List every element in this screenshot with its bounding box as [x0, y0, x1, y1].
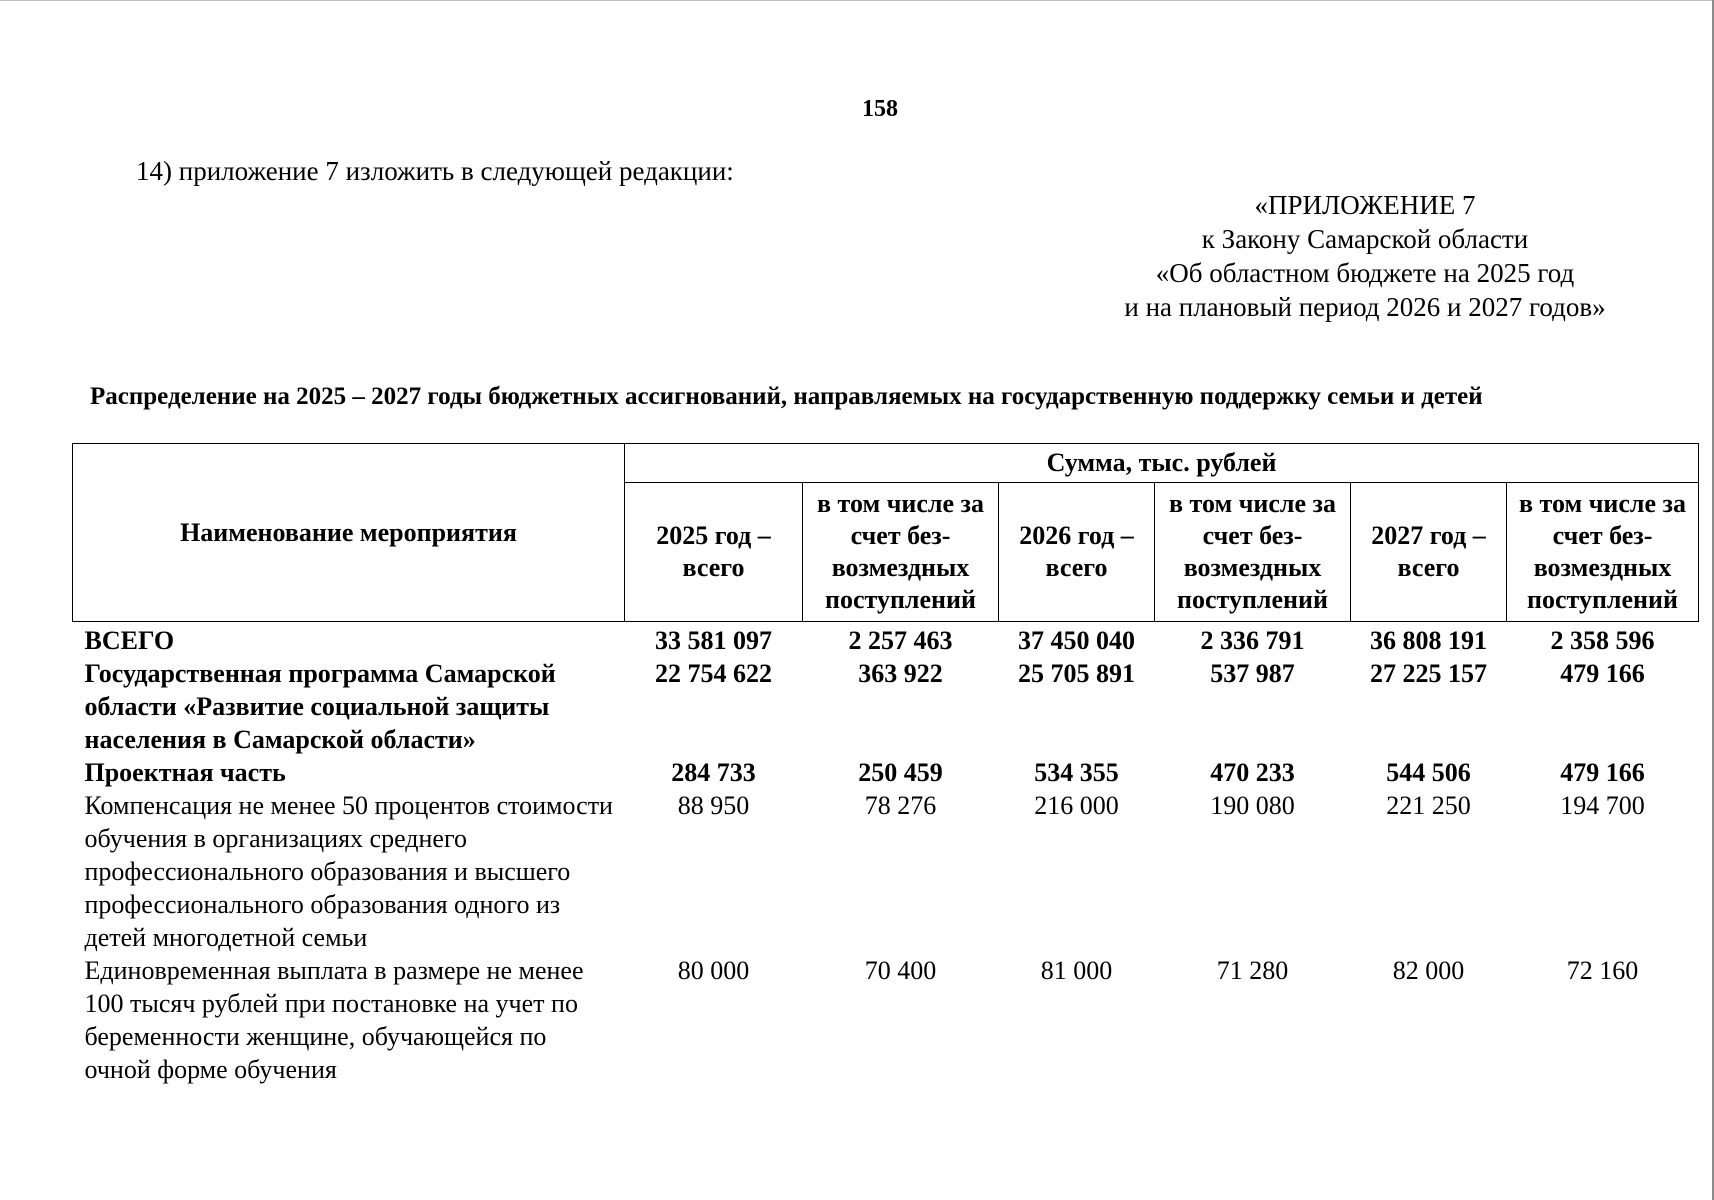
- table-row-project-part: [73, 756, 1699, 789]
- cell-2025-total: 284 733: [671, 758, 756, 787]
- table-row-pregnancy-payment: [73, 954, 1699, 1086]
- cell-2027-total: 82 000: [1392, 956, 1465, 985]
- table-row-total: [73, 622, 1699, 658]
- column-header-2026-total: 2026 год – всего: [999, 483, 1155, 622]
- column-header-name: Наименование мероприятия: [73, 444, 625, 622]
- column-header-2027-grants: в том числе за счет без-возмездных поступлений: [1507, 483, 1699, 622]
- cell-2027-total: 544 506: [1386, 758, 1471, 787]
- cell-2025-total: 33 581 097: [655, 626, 772, 655]
- cell-2025-grants: 250 459: [858, 758, 943, 787]
- cell-2025-grants: 78 276: [864, 791, 937, 820]
- cell-2025-grants: 2 257 463: [848, 626, 953, 655]
- amendment-instruction: 14) приложение 7 изложить в следующей редакции:: [136, 156, 734, 186]
- appendix-line-4: и на плановый период 2026 и 2027 годов»: [1124, 292, 1606, 322]
- cell-2025-total: 80 000: [677, 956, 750, 985]
- column-header-2025-total: 2025 год – всего: [625, 483, 803, 622]
- appendix-line-2: к Закону Самарской области: [1201, 224, 1529, 254]
- cell-2026-grants: 71 280: [1216, 956, 1289, 985]
- row-name: ВСЕГО: [84, 626, 175, 655]
- cell-2026-total: 534 355: [1034, 758, 1119, 787]
- row-name: Единовременная выплата в размере не менее 100 тысяч рублей при постановке на учет по беременности женщине, обучающейся по очной форме обучения: [84, 956, 584, 1084]
- column-header-2025-grants: в том числе за счет без-возмездных поступлений: [803, 483, 999, 622]
- row-name: Государственная программа Самарской области «Развитие социальной защиты населения в Самарской области»: [84, 659, 556, 754]
- cell-2025-grants: 363 922: [858, 659, 943, 688]
- cell-2025-total: 88 950: [677, 791, 750, 820]
- cell-2026-total: 216 000: [1034, 791, 1119, 820]
- cell-2027-grants: 479 166: [1560, 758, 1645, 787]
- cell-2026-total: 81 000: [1040, 956, 1113, 985]
- table-title: Распределение на 2025 – 2027 годы бюджетных ассигнований, направляемых на государственную поддержку семьи и детей: [90, 383, 1483, 410]
- cell-2026-total: 37 450 040: [1018, 626, 1135, 655]
- cell-2025-grants: 70 400: [864, 956, 937, 985]
- cell-2026-total: 25 705 891: [1018, 659, 1135, 688]
- cell-2026-grants: 537 987: [1210, 659, 1295, 688]
- cell-2026-grants: 190 080: [1210, 791, 1295, 820]
- appendix-line-3: «Об областном бюджете на 2025 год: [1155, 258, 1575, 288]
- table-row-tuition-compensation: [73, 789, 1699, 954]
- cell-2027-grants: 72 160: [1566, 956, 1639, 985]
- cell-2027-total: 36 808 191: [1370, 626, 1487, 655]
- cell-2027-grants: 194 700: [1560, 791, 1645, 820]
- page-number: 158: [862, 96, 898, 122]
- cell-2027-total: 221 250: [1386, 791, 1471, 820]
- row-name: Компенсация не менее 50 процентов стоимости обучения в организациях среднего профессионального образования и высшего профессионального образования одного из детей многодетной семьи: [84, 791, 613, 952]
- appendix-line-1: «ПРИЛОЖЕНИЕ 7: [1254, 190, 1476, 220]
- cell-2026-grants: 470 233: [1210, 758, 1295, 787]
- scan-edge-top: [0, 0, 1714, 1]
- cell-2026-grants: 2 336 791: [1200, 626, 1305, 655]
- cell-2027-grants: 2 358 596: [1550, 626, 1655, 655]
- column-header-2026-grants: в том числе за счет без-возмездных поступлений: [1155, 483, 1351, 622]
- cell-2025-total: 22 754 622: [655, 659, 772, 688]
- column-header-2027-total: 2027 год – всего: [1351, 483, 1507, 622]
- cell-2027-grants: 479 166: [1560, 659, 1645, 688]
- row-name: Проектная часть: [84, 758, 286, 787]
- table-row-program: [73, 657, 1699, 756]
- cell-2027-total: 27 225 157: [1370, 659, 1487, 688]
- budget-table: [72, 443, 1699, 1086]
- appendix-heading: [1040, 188, 1690, 324]
- column-group-sum: Сумма, тыс. рублей: [625, 444, 1699, 483]
